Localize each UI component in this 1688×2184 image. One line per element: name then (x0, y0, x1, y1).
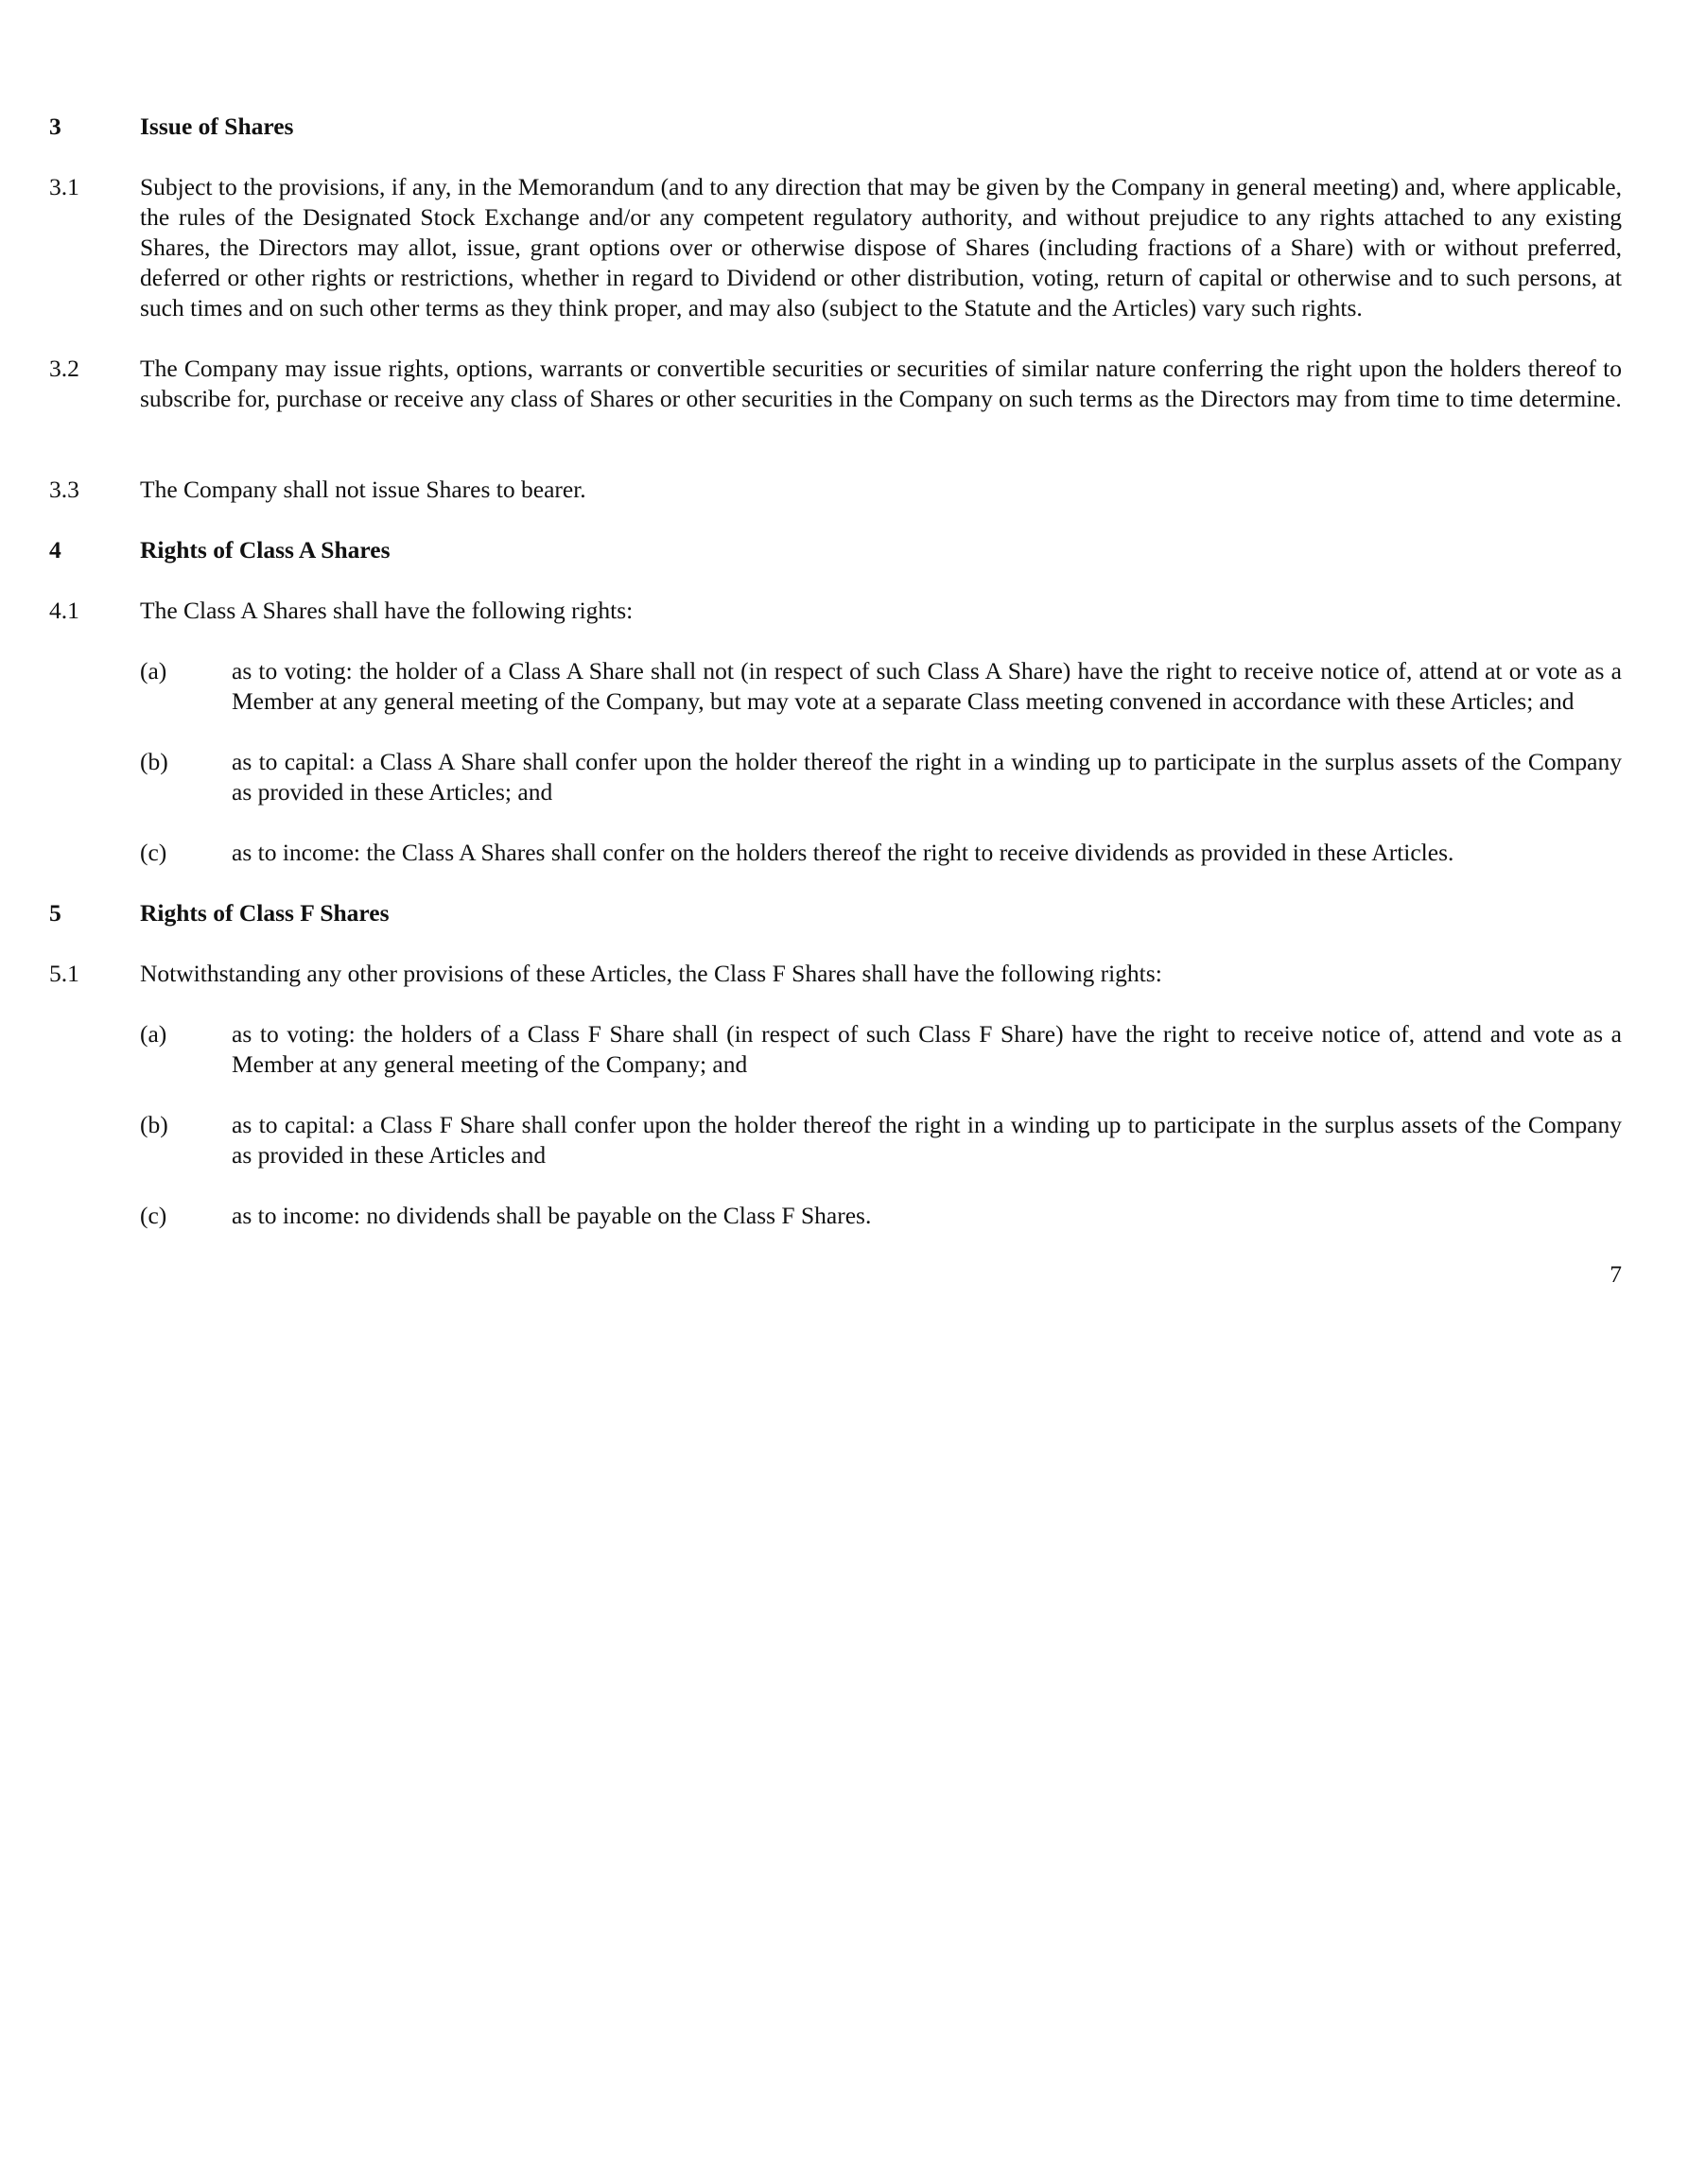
sub-clause-letter: (a) (140, 1020, 167, 1048)
sub-clause-letter: (c) (140, 1202, 167, 1229)
sub-clause-text: as to income: no dividends shall be payable on the Class F Shares. (232, 1202, 872, 1229)
sub-clause-letter: (a) (140, 657, 167, 685)
section-title: Rights of Class A Shares (140, 536, 391, 563)
sub-clause-letter: (b) (140, 748, 168, 775)
section-title: Issue of Shares (140, 113, 294, 140)
sub-clause-text: as to capital: a Class A Share shall confer upon the holder thereof the right in a winding up to participate in the surplus assets of the Company as provided in these Articles; and (232, 748, 1622, 806)
clause-text: The Company may issue rights, options, warrants or convertible securities or securities of similar nature conferring the right upon the holders thereof to subscribe for, purchase or receive any class of Shares or other securities in the Company on such terms as the Directors may from time to time determine. (140, 355, 1622, 412)
clause-text: The Company shall not issue Shares to bearer. (140, 476, 586, 503)
clause-number: 3.3 (49, 476, 79, 503)
section-number: 5 (49, 899, 61, 927)
sub-clause-text: as to voting: the holder of a Class A Share shall not (in respect of such Class A Share) have the right to receive notice of, attend at or vote as a Member at any general meeting of the Company, but may vote at a separate Class meeting convened in accordance with these Articles; and (232, 657, 1622, 715)
section-number: 4 (49, 536, 61, 563)
clause-text: The Class A Shares shall have the following rights: (140, 597, 634, 624)
sub-clause-letter: (b) (140, 1111, 168, 1138)
page-number: 7 (1610, 1260, 1622, 1288)
section-title: Rights of Class F Shares (140, 899, 390, 927)
sub-clause-text: as to income: the Class A Shares shall confer on the holders thereof the right to receive dividends as provided in these Articles. (232, 839, 1454, 866)
clause-number: 4.1 (49, 597, 79, 624)
clause-number: 5.1 (49, 960, 79, 987)
clause-number: 3.2 (49, 355, 79, 382)
clause-text: Notwithstanding any other provisions of these Articles, the Class F Shares shall have the following rights: (140, 960, 1162, 987)
section-number: 3 (49, 113, 61, 140)
sub-clause-letter: (c) (140, 839, 167, 866)
clause-number: 3.1 (49, 173, 79, 200)
clause-text: Subject to the provisions, if any, in the Memorandum (and to any direction that may be given by the Company in general meeting) and, where applicable, the rules of the Designated Stock Exchange and/or any competent regulatory authority, and without prejudice to any rights attached to any existing Shares, the Directors may allot, issue, grant options over or otherwise dispose of Shares (including fractions of a Share) with or without preferred, deferred or other rights or restrictions, whether in regard to Dividend or other distribution, voting, return of capital or otherwise and to such persons, at such times and on such other terms as they think proper, and may also (subject to the Statute and the Articles) vary such rights. (140, 173, 1622, 321)
sub-clause-text: as to capital: a Class F Share shall confer upon the holder thereof the right in a winding up to participate in the surplus assets of the Company as provided in these Articles and (232, 1111, 1622, 1169)
sub-clause-text: as to voting: the holders of a Class F Share shall (in respect of such Class F Share) have the right to receive notice of, attend and vote as a Member at any general meeting of the Company; and (232, 1020, 1622, 1078)
